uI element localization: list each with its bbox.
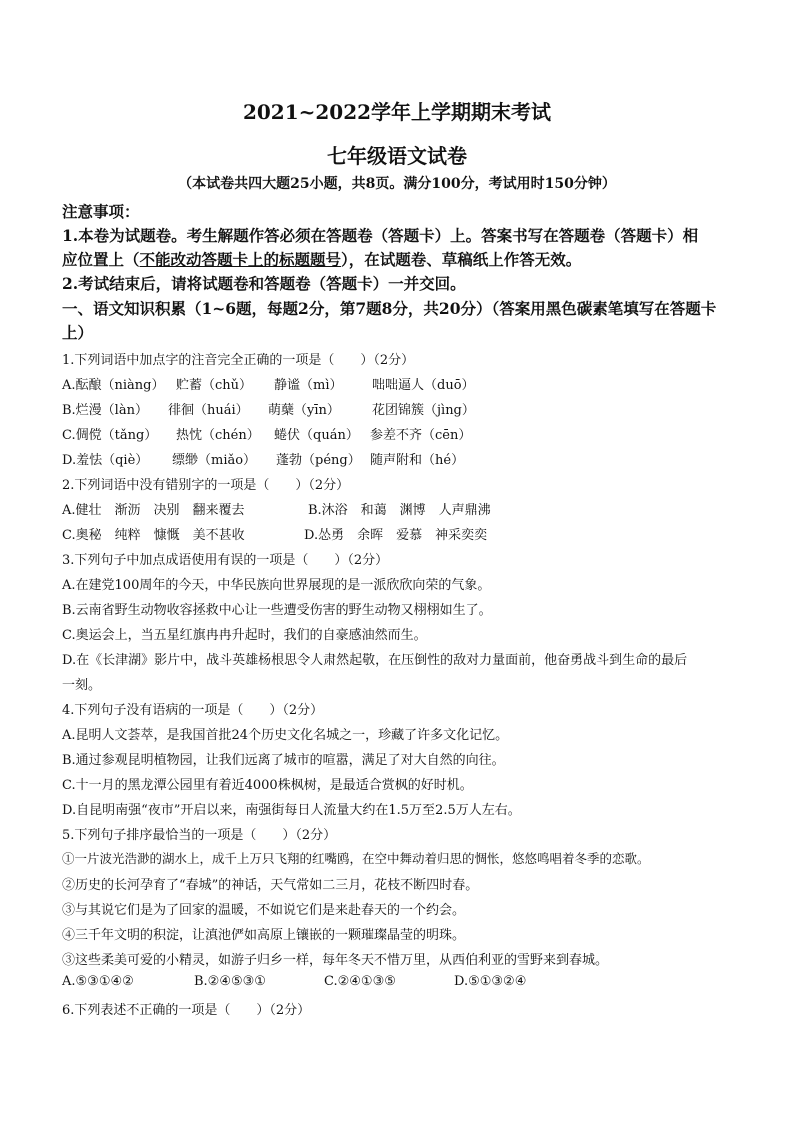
q1-d-1: D.羞怯（qiè） <box>62 453 149 468</box>
q5-option-d: D.⑤①③②④ <box>454 974 527 989</box>
q1-b-2: 徘徊（huái） <box>168 403 249 418</box>
q3-option-a: A.在建党100周年的今天，中华民族向世界展现的是一派欣欣向荣的气象。 <box>62 578 491 593</box>
q4-option-d: D.自昆明南强“夜市”开启以来，南强街每日人流量大约在1.5万至2.5万人左右。 <box>62 803 521 818</box>
section-1-heading-line-1: 一、语文知识积累（1~6题，每题2分，第7题8分，共20分）（答案用黑色碳素笔填写在答题卡 <box>62 299 717 318</box>
notice-item-1-line-2 <box>62 248 742 270</box>
q1-a-1: A.酝酿（niàng） <box>62 378 165 393</box>
q1-c-4: 参差不齐（cēn） <box>370 428 472 443</box>
exam-info: （本试卷共四大题25小题，共8页。满分100分，考试用时150分钟） <box>178 176 616 192</box>
q4-option-b: B.通过参观昆明植物园，让我们远离了城市的喧嚣，满足了对大自然的向往。 <box>62 753 505 768</box>
notice-item-1-underlined: 不能改动答题卡上的标题题号 <box>139 250 342 269</box>
q4-option-c: C.十一月的黑龙潭公园里有着近4000株枫树，是最适合赏枫的好时机。 <box>62 778 473 793</box>
q1-d-3: 蓬勃（péng） <box>276 453 361 468</box>
q1-option-b <box>62 399 742 417</box>
q5-option-c: C.②④①③⑤ <box>324 974 396 989</box>
q4-option-a: A.昆明人文荟萃，是我国首批24个历史文化名城之一，珍藏了许多文化记忆。 <box>62 728 509 743</box>
notice-item-1-text-a: 应位置上（ <box>62 250 140 269</box>
q1-b-4: 花团锦簇（jìng） <box>372 403 475 418</box>
q5-options <box>62 974 742 992</box>
q3-option-c: C.奥运会上，当五星红旗冉冉升起时，我们的自豪感油然而生。 <box>62 628 427 643</box>
q5-option-b: B.②④⑤③① <box>194 974 266 989</box>
notice-item-2: 2.考试结束后，请将试题卷和答题卷（答题卡）一并交回。 <box>62 274 466 293</box>
exam-title: 2021~2022学年上学期期末考试 <box>242 100 552 124</box>
q2-option-a: A.健壮 渐沥 决别 翻来覆去 <box>62 503 245 518</box>
q5-sentence-2: ②历史的长河孕育了“春城”的神话，天气常如二三月，花枝不断四时春。 <box>62 878 479 893</box>
q1-option-a <box>62 374 742 392</box>
q2-row-2 <box>62 524 742 542</box>
q2-option-d: D.怂勇 余晖 爱慕 神采奕奕 <box>304 528 488 543</box>
q1-stem: 1.下列词语中加点字的注音完全正确的一项是（ ）（2分） <box>62 353 415 368</box>
q2-option-b: B.沐浴 和蔼 渊博 人声鼎沸 <box>308 503 491 518</box>
q5-sentence-4: ④三千年文明的积淀，让滇池俨如高原上镶嵌的一颗璀璨晶莹的明珠。 <box>62 928 466 943</box>
q1-b-1: B.烂漫（làn） <box>62 403 148 418</box>
q1-option-c <box>62 424 742 442</box>
notice-item-1-text-b: ），在试题卷、草稿纸上作答无效。 <box>341 250 582 269</box>
q3-stem: 3.下列句子中加点成语使用有误的一项是（ ）（2分） <box>62 553 389 568</box>
q5-sentence-5: ③这些柔美可爱的小精灵，如游子归乡一样，每年冬天不惜万里，从西伯利亚的雪野来到春城。 <box>62 953 609 968</box>
q3-option-d-line-1: D.在《长津湖》影片中，战斗英雄杨根思令人肃然起敬，在压倒性的敌对力量面前，他奋勇战斗到生命的最后 <box>62 653 688 668</box>
q1-a-4: 咄咄逼人（duō） <box>372 378 475 393</box>
q5-sentence-3: ③与其说它们是为了回家的温暖，不如说它们是来赴春天的一个约会。 <box>62 903 466 918</box>
q4-stem: 4.下列句子没有语病的一项是（ ）（2分） <box>62 703 324 718</box>
q2-option-c: C.奥秘 纯粹 慷慨 美不甚收 <box>62 528 245 543</box>
q1-c-1: C.倜傥（tǎng） <box>62 428 158 443</box>
q2-stem: 2.下列词语中没有错别字的一项是（ ）（2分） <box>62 478 350 493</box>
exam-subtitle: 七年级语文试卷 <box>327 144 467 168</box>
q1-a-3: 静谧（mì） <box>274 378 343 393</box>
q1-option-d <box>62 449 742 467</box>
notice-heading: 注意事项： <box>62 202 140 221</box>
q1-d-4: 随声附和（hé） <box>370 453 465 468</box>
q3-option-d-line-2: 一刻。 <box>62 678 102 693</box>
q6-stem: 6.下列表述不正确的一项是（ ）（2分） <box>62 1003 311 1018</box>
q5-sentence-1: ①一片波光浩渺的湖水上，成千上万只飞翔的红嘴鸥，在空中舞动着归思的惆怅，悠悠鸣唱着冬季的恋歌。 <box>62 851 650 866</box>
notice-item-1-line-1: 1.本卷为试题卷。考生解题作答必须在答题卷（答题卡）上。答案书写在答题卷（答题卡）相 <box>62 226 699 245</box>
q1-a-2: 贮蓄（chǔ） <box>176 378 253 393</box>
q1-c-3: 蜷伏（quán） <box>274 428 359 443</box>
q1-d-2: 缥缈（miǎo） <box>172 453 257 468</box>
q1-c-2: 热忱（chén） <box>176 428 260 443</box>
q1-b-3: 萌蘖（yīn） <box>268 403 340 418</box>
q5-option-a: A.⑤③①④② <box>62 974 134 989</box>
q5-stem: 5.下列句子排序最恰当的一项是（ ）（2分） <box>62 828 337 843</box>
q3-option-b: B.云南省野生动物收容拯救中心让一些遭受伤害的野生动物又栩栩如生了。 <box>62 603 492 618</box>
q2-row-1 <box>62 499 742 517</box>
section-1-heading-line-2: 上） <box>62 323 94 342</box>
